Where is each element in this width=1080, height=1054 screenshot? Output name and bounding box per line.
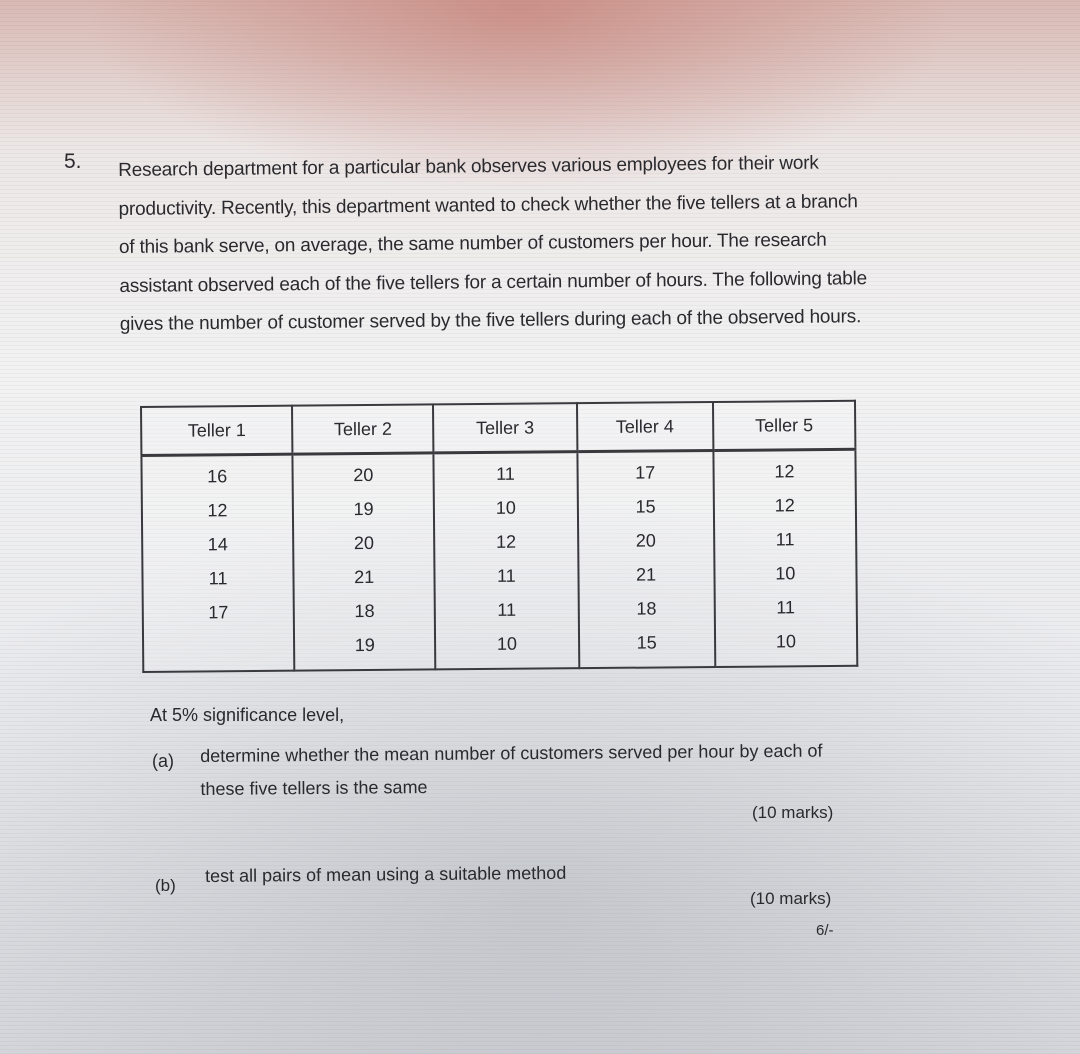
table-cell: 21 xyxy=(354,566,375,588)
teller-5-values xyxy=(713,449,857,667)
teller-table xyxy=(140,400,858,673)
part-b-label: (b) xyxy=(155,876,176,895)
teller-1-values xyxy=(141,454,294,672)
table-header-teller-2: Teller 2 xyxy=(292,404,434,454)
table-header-teller-3: Teller 3 xyxy=(433,403,577,453)
table-cell: 17 xyxy=(208,602,229,623)
table-cell: 12 xyxy=(207,500,228,521)
table-cell: 17 xyxy=(635,462,656,483)
table-header-teller-5: Teller 5 xyxy=(713,401,856,451)
table-row xyxy=(141,449,857,672)
table-cell: 11 xyxy=(208,568,228,589)
table-cell: 12 xyxy=(774,461,795,482)
table-header-teller-1: Teller 1 xyxy=(141,406,293,456)
table-cell: 14 xyxy=(207,534,228,555)
table-cell: 12 xyxy=(496,531,517,552)
table-cell: 20 xyxy=(635,530,656,551)
table-cell: 20 xyxy=(353,532,375,554)
table-cell: 21 xyxy=(636,564,657,585)
table-cell: 11 xyxy=(496,565,516,586)
table-cell: 19 xyxy=(353,498,374,520)
part-a-marks: (10 marks) xyxy=(752,803,834,822)
question-text: Research department for a particular bank observes various employees for their work productivity. Recently, this department wanted to check whether the five tellers at a branch of this bank serve, on average, the same number of customers per hour. The research assistant observed each of the five tellers for a certain number of hours. The following table gives the number of customer served by the five tellers during each of the observed hours. xyxy=(118,152,868,335)
part-a-text: determine whether the mean number of customers served per hour by each of these five tellers is the same xyxy=(200,740,823,799)
teller-2-values xyxy=(293,453,436,671)
table-cell: 11 xyxy=(497,599,517,620)
table-cell: 19 xyxy=(354,634,375,656)
table-header-row xyxy=(141,401,855,456)
table-cell: 11 xyxy=(496,463,515,484)
page-indicator: 6/- xyxy=(816,922,834,939)
table-cell: 12 xyxy=(774,495,795,516)
table-header-teller-4: Teller 4 xyxy=(577,402,714,452)
table-cell: 16 xyxy=(207,466,228,487)
significance-level: At 5% significance level, xyxy=(150,705,345,725)
table-cell: 15 xyxy=(636,632,657,653)
table-cell: 10 xyxy=(496,633,518,654)
table-cell: 11 xyxy=(775,529,795,550)
table-cell: 10 xyxy=(495,497,516,518)
table-cell: 18 xyxy=(636,598,657,619)
table-cell: 20 xyxy=(353,464,374,486)
part-b-marks: (10 marks) xyxy=(750,889,832,908)
table-cell: 10 xyxy=(775,631,797,652)
table-cell: 18 xyxy=(354,600,375,622)
part-b-text: test all pairs of mean using a suitable method xyxy=(205,862,567,886)
part-a-label: (a) xyxy=(152,751,174,771)
table-cell: 10 xyxy=(775,563,796,584)
teller-3-values xyxy=(434,452,579,670)
table-cell: 15 xyxy=(635,496,656,517)
table-cell: 11 xyxy=(776,597,796,618)
question-number: 5. xyxy=(64,150,82,173)
teller-4-values xyxy=(577,450,715,668)
